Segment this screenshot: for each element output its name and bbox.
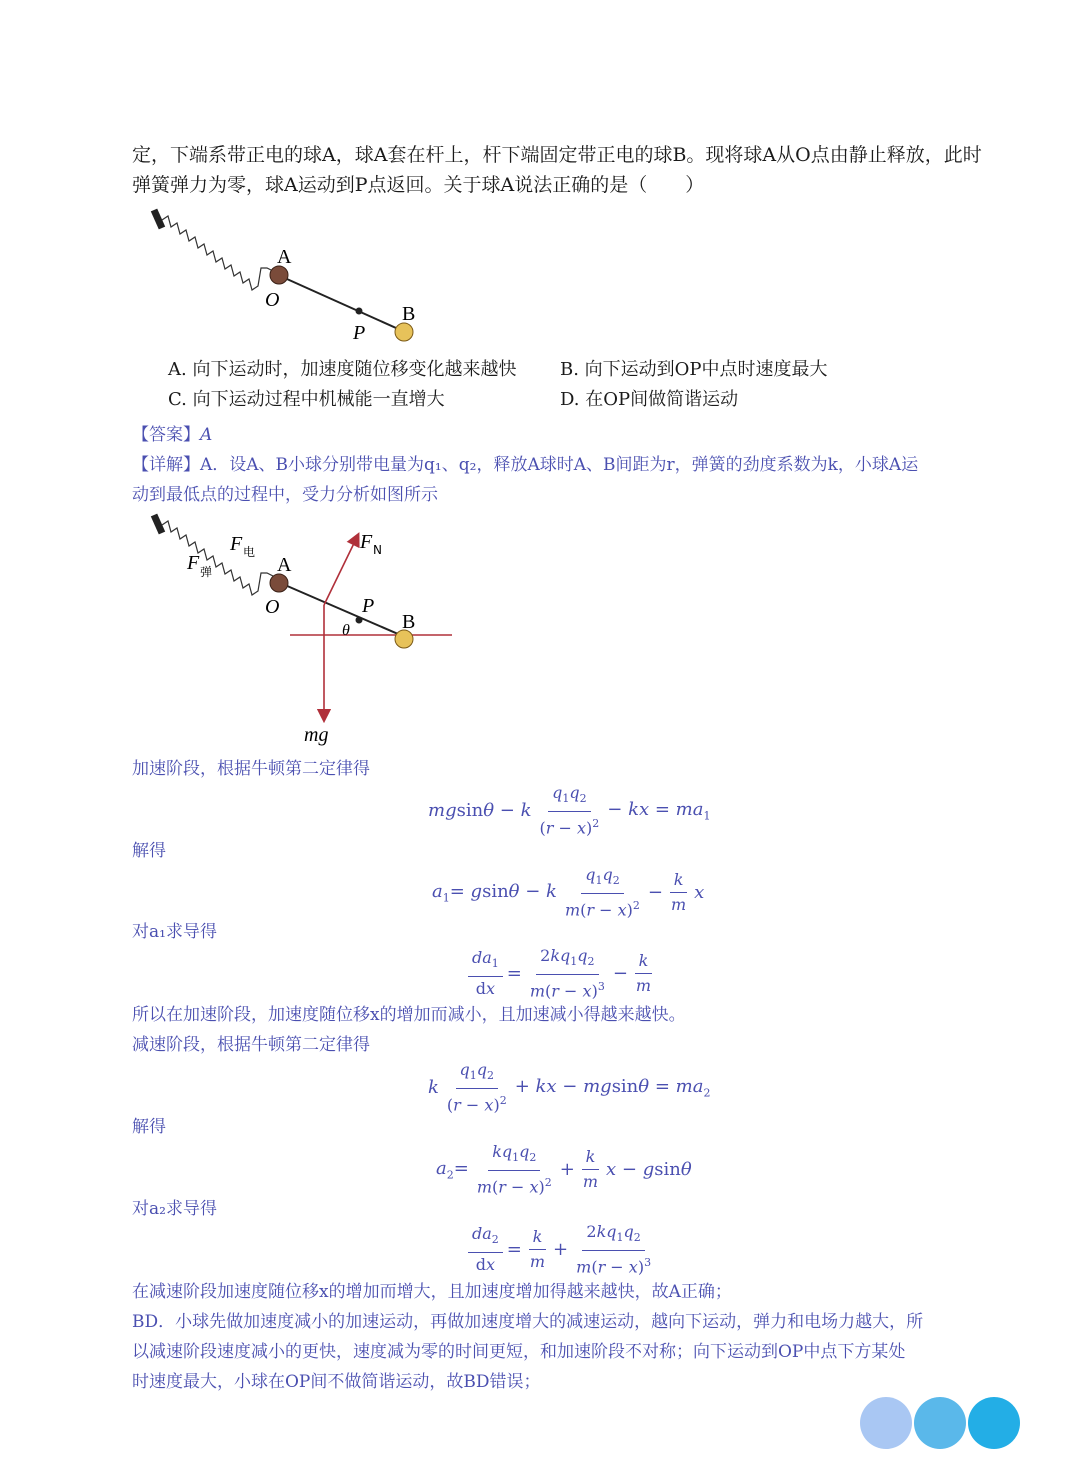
label-o: O: [265, 596, 280, 618]
ball-b: [395, 323, 413, 341]
formula-4: k $\frac{q_1q_2}{(r - x)^2}$ + kx − $mgsin\theta = ma_2$: [428, 1060, 711, 1115]
point-p: [356, 617, 363, 624]
question-line-1: 定，下端系带正电的球A，球A套在杆上，杆下端固定带正电的球B。现将球A从O点由静止释放，此时: [132, 144, 982, 166]
dot-1: [860, 1397, 912, 1449]
formula-1: mgsinθ − k $\frac{q_1q_2}{(r - x)^2}$ − kx = $ma_1$: [428, 783, 711, 838]
label-fn-sub: N: [373, 543, 382, 557]
figure-2-force-diagram: [140, 505, 470, 750]
detail-line-2: 动到最低点的过程中，受力分析如图所示: [132, 485, 438, 505]
figure-1-diagram: [140, 200, 440, 350]
spring: [162, 216, 275, 290]
formula-5: $a_2=$ $\frac{kq_1q_2}{m(r - x)^2}$ + $\frac{k}{m}$ x − gsinθ: [436, 1142, 692, 1197]
label-p: P: [353, 322, 366, 344]
step-7: 对a₂求导得: [132, 1199, 217, 1219]
option-b[interactable]: B. 向下运动到OP中点时速度最大: [560, 359, 828, 380]
answer-line: [132, 423, 212, 447]
detail-line-1: [132, 453, 918, 477]
answer-tag: 【答案】: [132, 425, 200, 445]
step-4: 所以在加速阶段，加速度随位移x的增加而减小，且加速减小得越来越快。: [132, 1005, 686, 1025]
page-indicator-dots: [860, 1397, 1020, 1449]
detail-tag: 【详解】: [132, 455, 200, 475]
detail-text-1: A．设A、B小球分别带电量为q₁、q₂，释放A球时A、B间距为r，弹簧的劲度系数为k，小球A运: [200, 455, 919, 475]
label-ft-sub: 弹: [200, 565, 213, 579]
label-a: A: [277, 554, 292, 576]
rod: [278, 275, 405, 332]
step-3: 对a₁求导得: [132, 922, 217, 942]
label-ft: F: [187, 552, 200, 574]
step-8: 在减速阶段加速度随位移x的增加而增大，且加速度增加得越来越快，故A正确；: [132, 1282, 732, 1302]
label-b: B: [402, 611, 416, 633]
wall-mount-icon: [154, 515, 162, 533]
question-line-2: 弹簧弹力为零，球A运动到P点返回。关于球A说法正确的是（ ）: [132, 174, 705, 196]
label-mg: mg: [304, 724, 329, 746]
step-11: 时速度最大，小球在OP间不做简谐运动，故BD错误；: [132, 1372, 541, 1392]
label-f-spring: [186, 552, 212, 579]
ball-a: [270, 266, 288, 284]
normal-force-arrow: [324, 535, 358, 605]
formula-2: $a_1= gsin\theta - k$ $\frac{q_1q_2}{m(r - x)^2}$ − $\frac{k}{m}$ x: [432, 865, 705, 920]
spring: [162, 521, 275, 595]
dot-3: [968, 1397, 1020, 1449]
label-f-normal: [359, 531, 382, 557]
step-1: 加速阶段，根据牛顿第二定律得: [132, 759, 370, 779]
label-b: B: [402, 303, 416, 325]
step-10: 以减速阶段速度减小的更快，速度减为零的时间更短，和加速阶段不对称；向下运动到OP中点下方某处: [132, 1342, 906, 1362]
wall-mount-icon: [154, 210, 162, 228]
formula-6: $\frac{da_2}{dx}$ = $\frac{k}{m}$ + $\frac{2kq_1q_2}{m(r - x)^3}$: [464, 1222, 659, 1278]
label-theta: θ: [342, 622, 350, 639]
label-fn: F: [360, 531, 373, 553]
step-6: 解得: [132, 1117, 166, 1137]
label-o: O: [265, 289, 280, 311]
point-p: [356, 308, 363, 315]
step-5: 减速阶段，根据牛顿第二定律得: [132, 1035, 370, 1055]
option-a[interactable]: A. 向下运动时，加速度随位移变化越来越快: [168, 359, 517, 380]
label-f-electric: [229, 533, 255, 559]
option-c[interactable]: C. 向下运动过程中机械能一直增大: [168, 389, 445, 410]
option-d[interactable]: D. 在OP间做简谐运动: [560, 389, 739, 410]
label-fe-sub: 电: [243, 545, 256, 559]
label-fe: F: [230, 533, 243, 555]
ball-a: [270, 574, 288, 592]
label-p: P: [362, 595, 375, 617]
answer-value: A: [200, 425, 213, 445]
formula-3: $\frac{da_1}{dx}$ = $\frac{2kq_1q_2}{m(r - x)^3}$ − $\frac{k}{m}$: [464, 946, 659, 1002]
step-9: BD．小球先做加速度减小的加速运动，再做加速度增大的减速运动，越向下运动，弹力和电场力越大，所: [132, 1312, 924, 1332]
label-a: A: [277, 246, 292, 268]
step-2: 解得: [132, 841, 166, 861]
dot-2: [914, 1397, 966, 1449]
